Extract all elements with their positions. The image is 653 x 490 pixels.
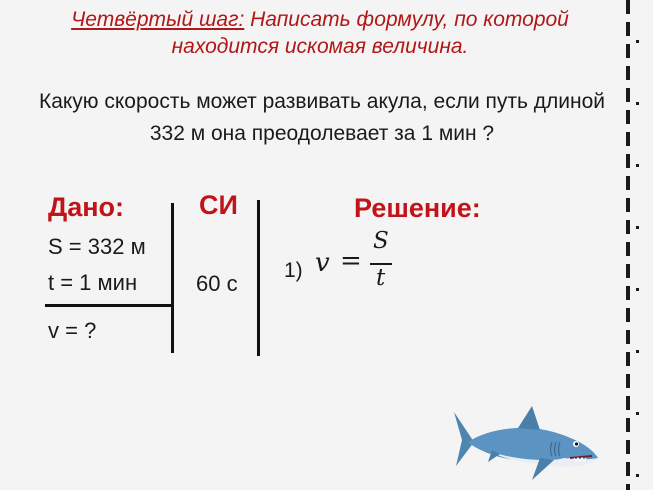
solution-step-number: 1) [284, 259, 303, 282]
formula-numerator: S [373, 228, 389, 254]
dotted-border-right [636, 0, 639, 490]
given-heading: Дано: [48, 192, 125, 222]
formula-lhs: v [315, 248, 330, 278]
given-unknown-divider [45, 304, 173, 307]
velocity-formula [310, 228, 400, 298]
step-title-underlined: Четвёртый шаг: [71, 8, 245, 31]
dashed-border-right [626, 0, 630, 490]
si-solution-divider [257, 200, 260, 356]
step-title-rest: Написать формулу, по которой находится искомая величина. [171, 8, 569, 58]
si-heading: СИ [199, 190, 238, 220]
step-title [30, 6, 610, 60]
given-unknown: v = ? [48, 318, 97, 343]
formula-equals: = [340, 246, 362, 276]
given-time: t = 1 мин [48, 270, 138, 295]
si-time-value: 60 с [196, 271, 238, 296]
given-distance: S = 332 м [48, 234, 146, 259]
problem-question: Какую скорость может развивать акула, если путь длиной 332 м она преодолевает за 1 мин ? [38, 90, 606, 145]
solution-heading: Решение: [354, 193, 481, 223]
formula-denominator: t [376, 265, 386, 291]
shark-illustration [452, 404, 602, 484]
given-si-divider [171, 203, 174, 353]
